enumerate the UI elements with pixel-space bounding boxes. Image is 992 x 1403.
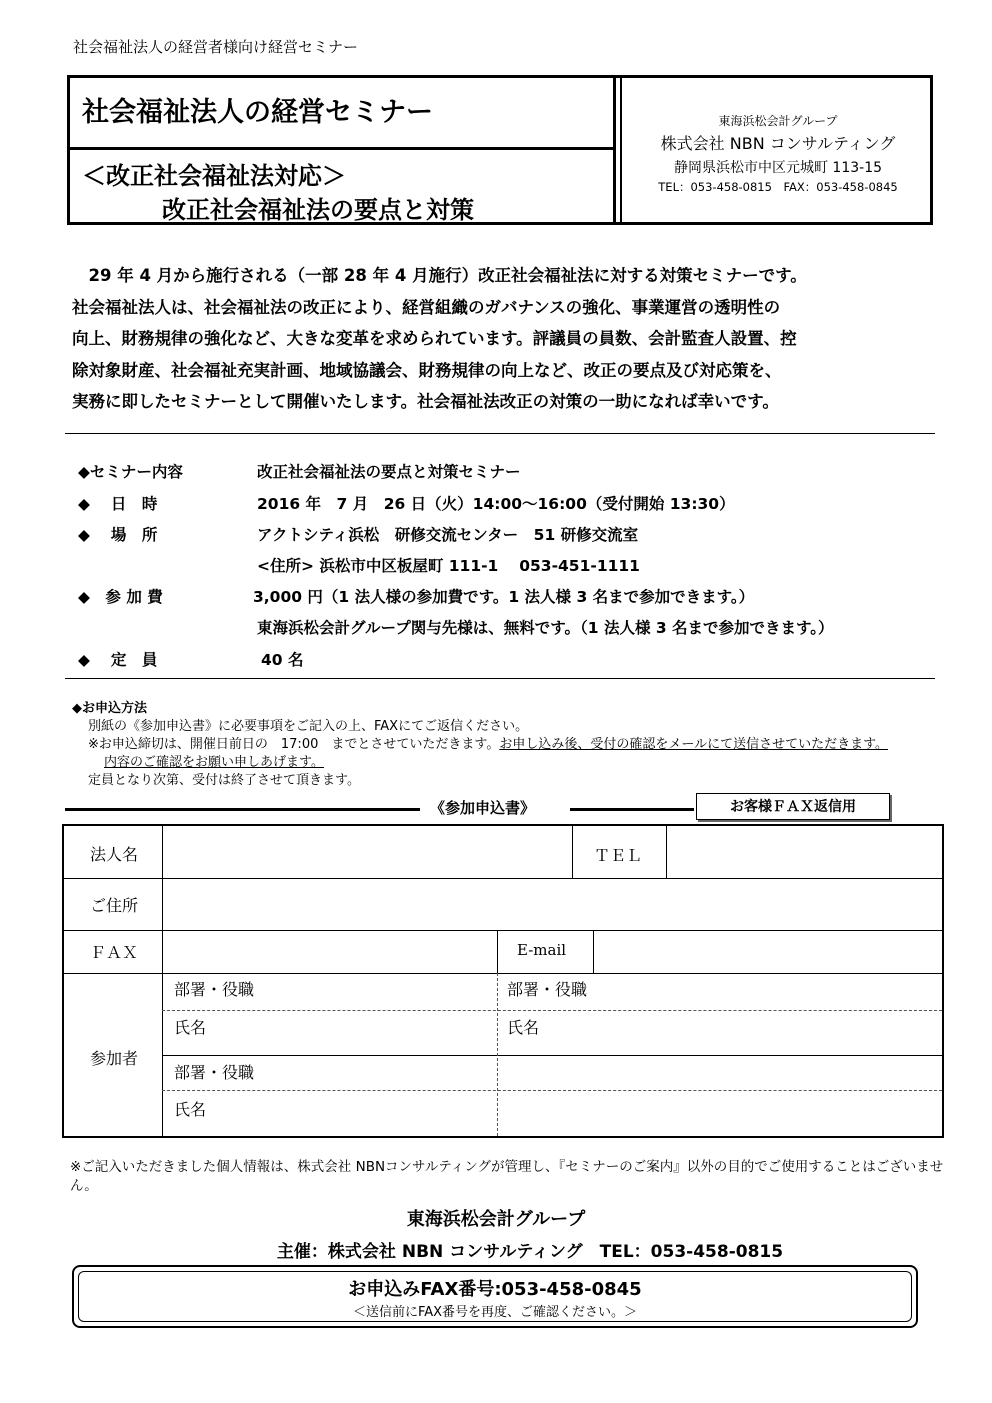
dashed-divider — [162, 1090, 942, 1091]
intro-line: 29 年 4 月から施行される（一部 28 年 4 月施行）改正社会福祉法に対する対策セミナーです。 — [72, 266, 807, 285]
fax-number-box — [72, 1265, 918, 1328]
form-title-rule-right — [570, 808, 694, 811]
intro-text — [72, 260, 932, 418]
dept-label: 部署・役職 — [174, 980, 255, 999]
dashed-divider — [162, 1010, 942, 1011]
fax-label: ＦＡＸ — [90, 943, 139, 962]
intro-line: 向上、財務規律の強化など、大きな変革を求められています。評議員の員数、会計監査人設置、控 — [72, 329, 797, 348]
place-value: アクトシティ浜松 研修交流センター 51 研修交流室 — [257, 526, 639, 544]
col-divider — [666, 826, 667, 878]
datetime-value: 2016 年 7 月 26 日（火）14:00～16:00（受付開始 13:30） — [257, 495, 735, 513]
apply-line-3: 内容のご確認をお願い申しあげます。 — [104, 755, 324, 770]
page-title: 社会福祉法人の経営セミナー — [70, 78, 613, 150]
dept-label: 部署・役職 — [174, 1063, 255, 1082]
place-label: ◆ 場 所 — [78, 526, 158, 544]
place-address: <住所> 浜松市中区板屋町 111-1 053-451-1111 — [257, 557, 640, 575]
col-divider — [572, 826, 573, 878]
name-label: 氏名 — [174, 1100, 207, 1119]
org-name: 東海浜松会計グループ — [406, 1209, 586, 1230]
org-group: 東海浜松会計グループ — [718, 114, 838, 128]
fee-value: 3,000 円（1 法人様の参加費です。1 法人様 3 名まで参加できます。） — [253, 588, 755, 606]
col-divider — [497, 930, 498, 973]
fee-note: 東海浜松会計グループ関与先様は、無料です。（1 法人様 3 名まで参加できます。） — [257, 619, 834, 637]
form-title-rule-left — [65, 808, 420, 811]
privacy-notice: ※ご記入いただきました個人情報は、株式会社 NBNコンサルティングが管理し、『セミナーのご案内』以外の目的でご使用することはございません。 — [70, 1159, 944, 1194]
dept-label: 部署・役職 — [507, 980, 588, 999]
org-company: 株式会社 NBN コンサルティング — [660, 134, 896, 153]
org-address: 静岡県浜松市中区元城町 113-15 — [673, 160, 883, 176]
apply-deadline: ※お申込締切は、開催日前日の 17:00 までとさせていただきます。 — [88, 737, 500, 752]
row-divider — [64, 930, 942, 931]
application-form — [62, 824, 944, 1138]
datetime-label: ◆ 日 時 — [78, 495, 158, 513]
fax-note: ＜送信前にFAX番号を再度、ご確認ください。＞ — [352, 1305, 638, 1320]
email-label: E-mail — [517, 941, 567, 959]
content-label: ◆セミナー内容 — [78, 463, 183, 481]
fax-number: お申込みFAX番号:053-458-0845 — [348, 1279, 642, 1300]
intro-line: 除対象財産、社会福祉充実計画、地域協議会、財務規律の向上など、改正の要点及び対応策を、 — [72, 360, 782, 380]
fee-label: ◆ 参 加 費 — [78, 588, 163, 606]
content-value: 改正社会福祉法の要点と対策セミナー — [257, 463, 521, 481]
header-title-panel — [70, 78, 616, 222]
divider — [65, 433, 935, 434]
participants-label: 参加者 — [90, 1049, 139, 1068]
apply-confirmation: お申し込み後、受付の確認をメールにて送信させていただきます。 — [499, 737, 889, 752]
capacity-value: 40 名 — [261, 651, 304, 669]
capacity-label: ◆ 定 員 — [78, 651, 158, 669]
apply-line-2 — [88, 733, 888, 752]
row-divider — [64, 878, 942, 879]
apply-heading: ◆お申込方法 — [72, 701, 147, 716]
subtitle-2: 改正社会福祉法の要点と対策 — [162, 196, 474, 224]
org-contact: TEL：053-458-0815 FAX：053-458-0845 — [658, 180, 898, 194]
name-label: 氏名 — [507, 1018, 540, 1037]
apply-line-1: 別紙の《参加申込書》に必要事項をご記入の上、FAXにてご返信ください。 — [88, 719, 529, 734]
address-label: ご住所 — [90, 896, 139, 915]
header-box — [67, 75, 933, 225]
subtitle-1: ＜改正社会福祉法対応＞ — [82, 162, 346, 190]
row-divider — [64, 973, 942, 974]
col-divider — [593, 930, 594, 973]
corp-name-label: 法人名 — [90, 845, 139, 864]
row-divider — [162, 1055, 942, 1056]
fax-reply-tag: お客様ＦＡＸ返信用 — [696, 793, 890, 820]
tel-label: ＴＥＬ — [594, 846, 643, 865]
name-label: 氏名 — [174, 1018, 207, 1037]
form-title: 《参加申込書》 — [430, 799, 536, 817]
organizer-panel — [620, 78, 934, 222]
participant-col-divider — [497, 973, 498, 1136]
intro-line: 実務に即したセミナーとして開催いたします。社会福祉法改正の対策の一助になれば幸いです。 — [72, 392, 779, 411]
intro-line: 社会福祉法人は、社会福祉法の改正により、経営組織のガバナンスの強化、事業運営の透明性の — [72, 297, 781, 317]
sponsor-line: 主催：株式会社 NBN コンサルティング TEL：053-458-0815 — [276, 1242, 784, 1262]
top-label: 社会福祉法人の経営者様向け経営セミナー — [73, 38, 359, 56]
divider — [65, 678, 935, 679]
apply-line-4: 定員となり次第、受付は終了させて頂きます。 — [88, 773, 360, 788]
